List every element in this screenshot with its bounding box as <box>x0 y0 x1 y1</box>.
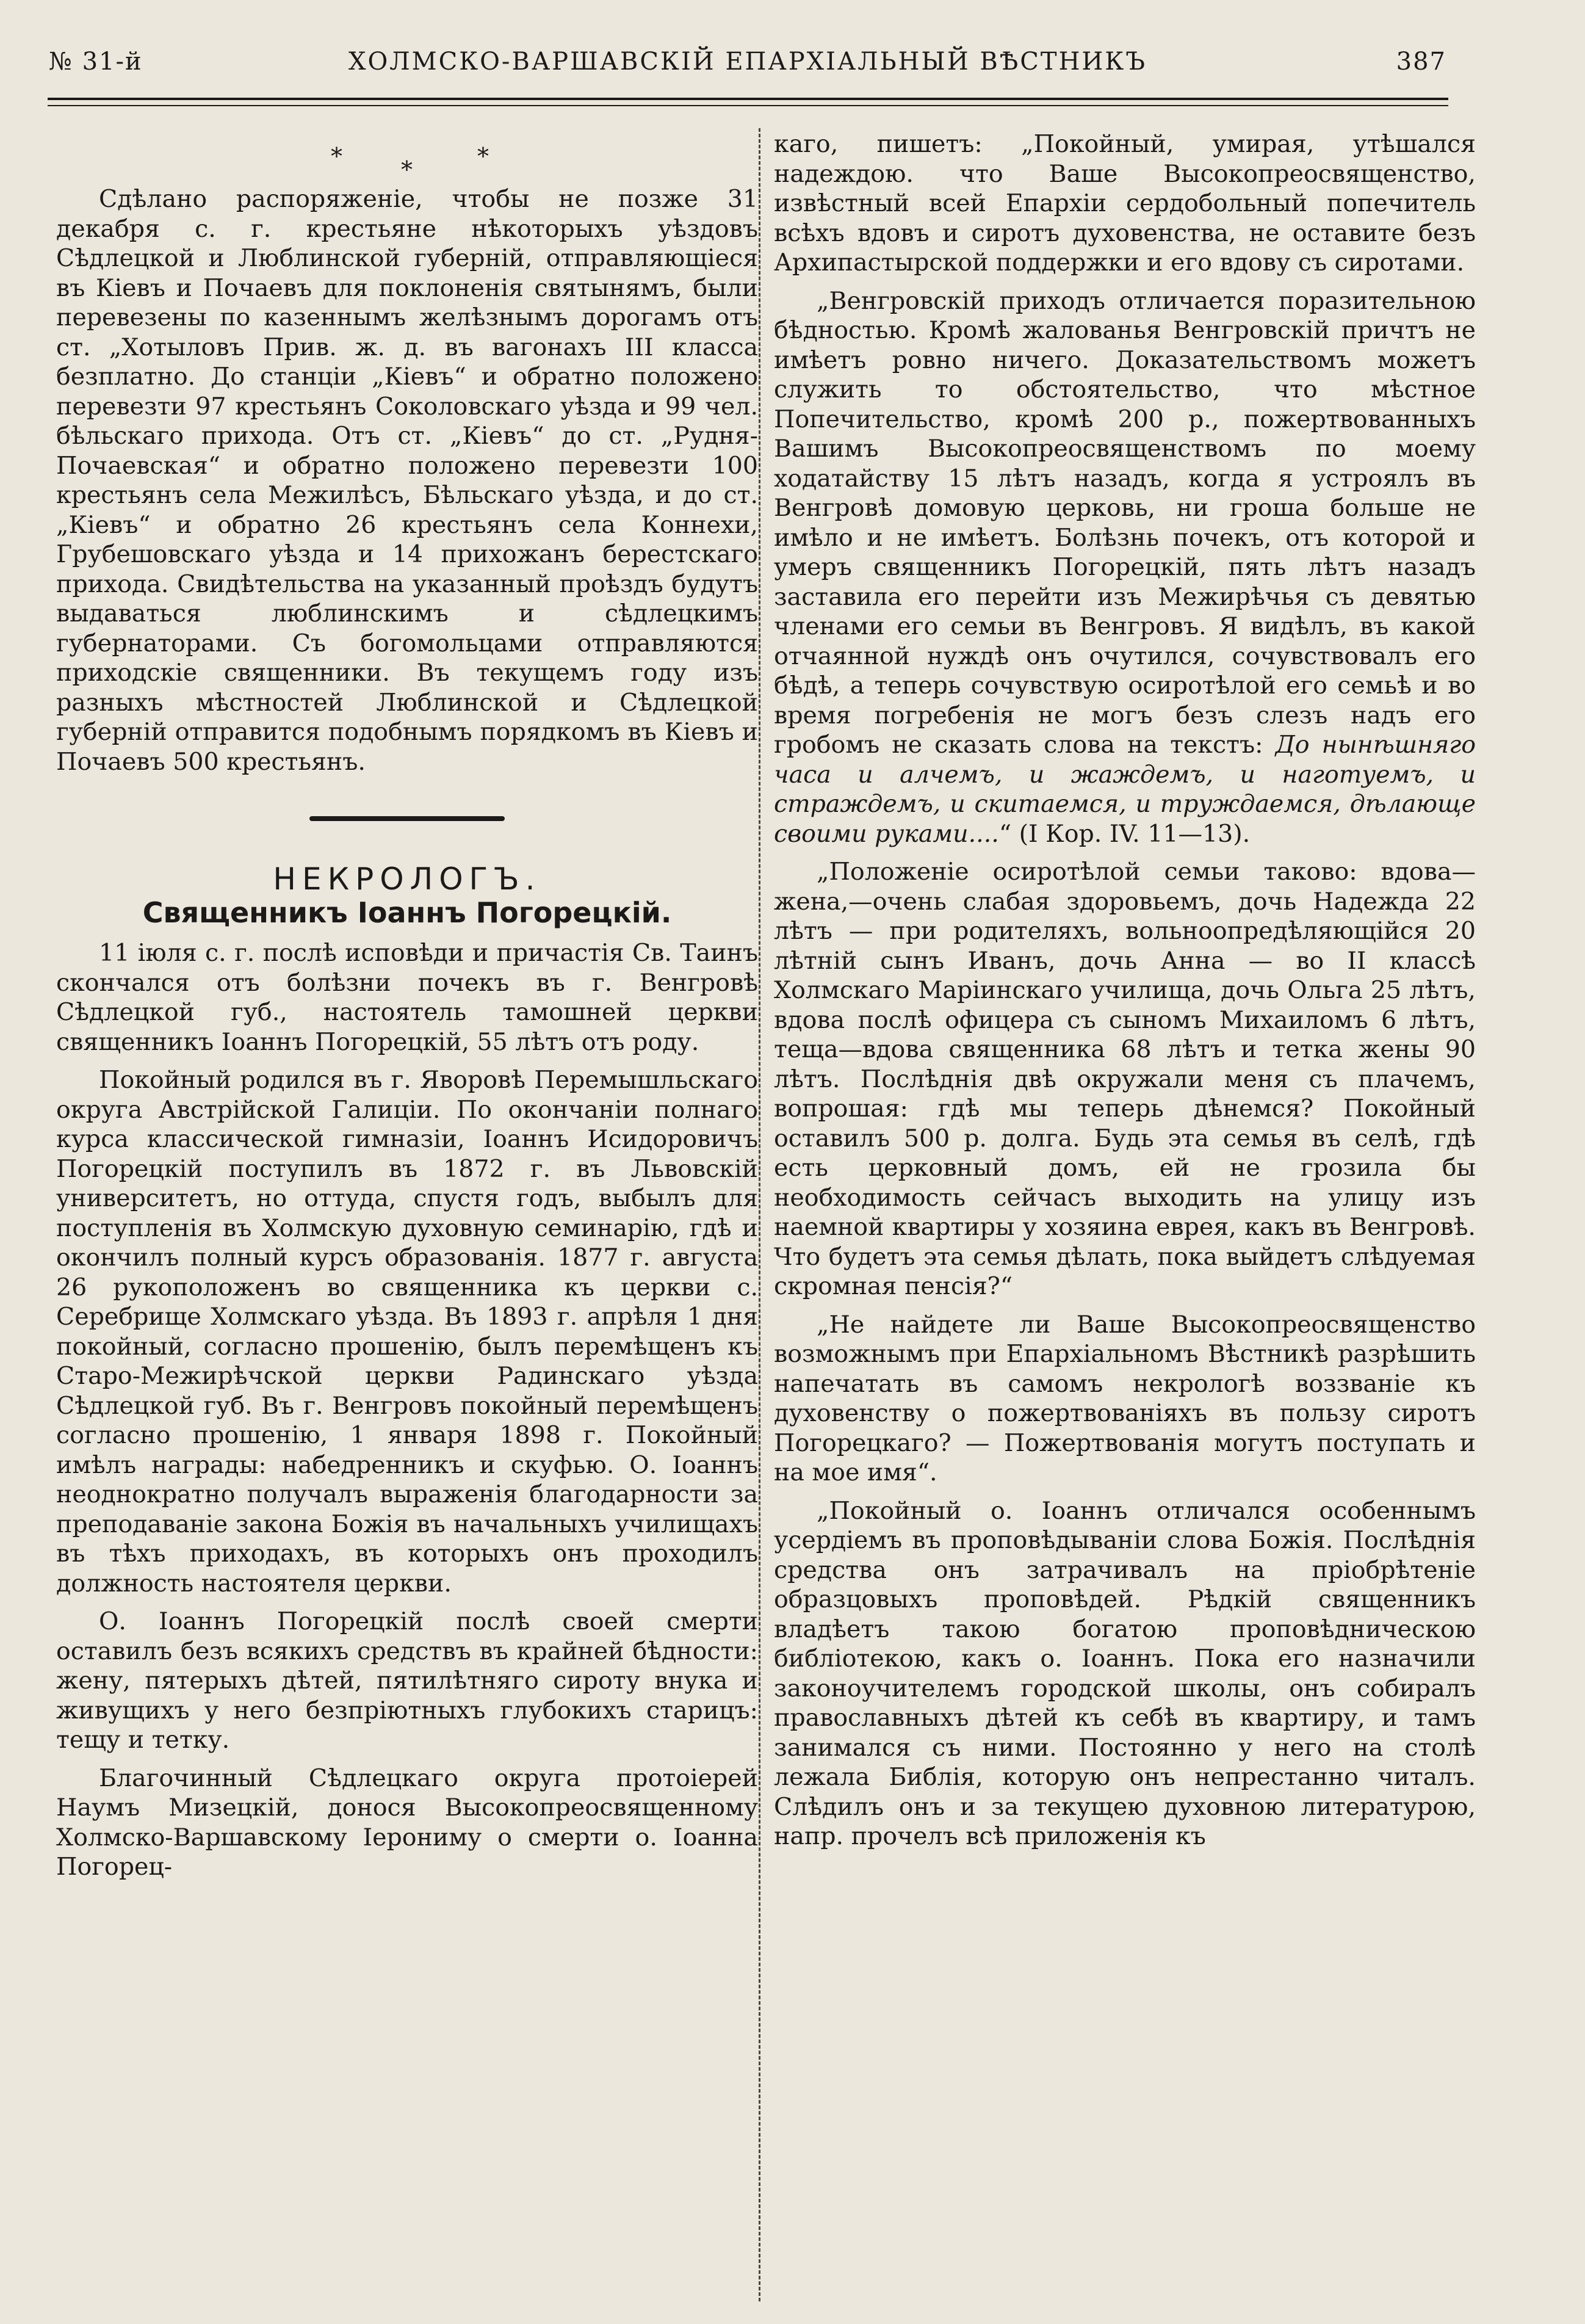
header-rule-thick <box>48 98 1448 100</box>
header-rule-thin <box>48 105 1448 106</box>
letter-paragraph-3: „Положеніе осиротѣлой семьи таково: вдова—жена,—очень слабая здоровьемъ, дочь Надежда 22 лѣтъ — при родителяхъ, вольноопредѣляющійся 20 лѣтній сынъ Иванъ, дочь Анна — во II классѣ Холмскаго Маріинскаго училища, дочь Ольга 25 лѣтъ, вдова послѣ офицера съ сыномъ Михаиломъ 6 лѣтъ, теща—вдова священника 68 лѣтъ и тетка жены 90 лѣтъ. Послѣднія двѣ окружали меня съ плачемъ, вопрошая: гдѣ мы теперь дѣнемся? Покойный оставилъ 500 р. долга. Будь эта семья въ селѣ, гдѣ есть церковный домъ, ей не грозила бы необходимость сейчасъ выходить на улицу изъ наемной квартиры у хозяина еврея, какъ въ Венгровѣ. Что будетъ эта семья дѣлать, пока выйдетъ слѣдуемая скромная пенсія?“ <box>774 858 1476 1300</box>
letter-paragraph-2-text: „Венгровскій приходъ отличается поразительною бѣдностью. Кромѣ жалованья Венгровскій причтъ не имѣетъ ровно ничего. Доказательствомъ можетъ служить то обстоятельство, что мѣстное Попечительство, кромѣ 200 р., пожертвованныхъ Вашимъ Высокопреосвященствомъ по моему ходатайству 15 лѣтъ назадъ, когда я устроялъ въ Венгровѣ домовую церковь, ни гроша больше не имѣло и не имѣетъ. Болѣзнь почекъ, отъ которой и умеръ священникъ Погорецкій, пять лѣтъ назадъ заставила его перейти изъ Межирѣчья съ девятью членами его семьи въ Венгровъ. Я видѣлъ, въ какой отчаянной нуждѣ онъ очутился, сочувствовалъ его бѣдѣ, а теперь сочувствую осиротѣлой его семьѣ и во время погребенія не могъ безъ слезъ надъ его гробомъ не сказать слова на текстъ: <box>774 286 1476 759</box>
separator-line <box>309 816 505 821</box>
left-column <box>56 142 758 1891</box>
right-column <box>774 129 1476 1860</box>
section-separator <box>56 785 758 852</box>
letter-paragraph-5: „Покойный о. Іоаннъ отличался особеннымъ усердіемъ въ проповѣдываніи слова Божія. Послѣднія средства онъ затрачивалъ на пріобрѣтеніе образцовыхъ проповѣдей. Рѣдкій священникъ владѣетъ такою богатою проповѣдническою библіотекою, какъ о. Іоаннъ. Пока его назначили законоучителемъ городской школы, онъ собиралъ православныхъ дѣтей къ себѣ въ квартиру, и тамъ занимался съ ними. Постоянно у него на столѣ лежала Библія, которую онъ непрестанно читалъ. Слѣдилъ онъ и за текущею духовною литературою, напр. прочелъ всѣ приложенія къ <box>774 1496 1476 1850</box>
obituary-title: Священникъ Іоаннъ Погорецкій. <box>142 896 672 929</box>
obituary-paragraph-1: 11 іюля с. г. послѣ исповѣди и причастія Св. Таинъ скончался отъ болѣзни почекъ въ г. Венгровѣ Сѣдлецкой губ., настоятель тамошней церкви священникъ Іоаннъ Погорецкій, 55 лѣтъ отъ роду. <box>56 939 758 1056</box>
column-divider <box>759 128 760 2301</box>
page-number: 387 <box>1396 48 1446 76</box>
running-header <box>49 48 1446 84</box>
asterisk-1: * <box>331 143 342 170</box>
letter-paragraph-1: каго, пишетъ: „Покойный, умирая, утѣшался надеждою. что Ваше Высокопреосвященство, извѣстный всей Епархіи сердобольный попечитель всѣхъ вдовъ и сиротъ духовенства, не оставите безъ Архипастырской поддержки и его вдову съ сиротами. <box>774 130 1476 277</box>
issue-number: № 31-й <box>49 48 143 76</box>
obituary-paragraph-4: Благочинный Сѣдлецкаго округа протоіерей Наумъ Мизецкій, донося Высокопреосвященному Холмско-Варшавскому Іерониму о смерти о. Іоанна Погорец- <box>56 1764 758 1881</box>
section-heading: НЕКРОЛОГЪ. <box>273 861 541 897</box>
scripture-quote: До нынѣшняго часа и алчемъ, и жаждемъ, и наготуемъ, и страждемъ, и скитаемся, и труждаемся, дѣлающе своими руками.... <box>774 731 1476 848</box>
asterisk-2: * <box>401 156 413 183</box>
asterism <box>56 142 758 184</box>
paragraph-pilgrims: Сдѣлано распоряженіе, чтобы не позже 31 декабря с. г. крестьяне нѣкоторыхъ уѣздовъ Сѣдлецкой и Люблинской губерній, отправляющіеся въ Кіевъ и Почаевъ для поклоненія святынямъ, были перевезены по казеннымъ желѣзнымъ дорогамъ отъ ст. „Хотыловъ Прив. ж. д. въ вагонахъ III класса безплатно. До станціи „Кіевъ“ и обратно положено перевезти 97 крестьянъ Соколовскаго уѣзда и 99 чел. бѣльскаго прихода. Отъ ст. „Кіевъ“ до ст. „Рудня-Почаевская“ и обратно положено перевезти 100 крестьянъ села Межилѣсъ, Бѣльскаго уѣзда, и до ст. „Кіевъ“ и обратно 26 крестьянъ села Коннехи, Грубешовскаго уѣзда и 14 прихожанъ берестскаго прихода. Свидѣтельства на указанный проѣздъ будутъ выдаваться люблинскимъ и сѣдлецкимъ губернаторами. Съ богомольцами отправляются приходскіе священники. Въ текущемъ году изъ разныхъ мѣстностей Люблинской и Сѣдлецкой губерній отправится подобнымъ порядкомъ въ Кіевъ и Почаевъ 500 крестьянъ. <box>56 185 758 776</box>
asterisk-3: * <box>477 143 489 170</box>
obituary-paragraph-3: О. Іоаннъ Погорецкій послѣ своей смерти оставилъ безъ всякихъ средствъ въ крайней бѣдности: жену, пятерыхъ дѣтей, пятилѣтняго сироту внука и живущихъ у него безпріютныхъ глубокихъ старицъ: тещу и тетку. <box>56 1607 758 1754</box>
obituary-paragraph-2: Покойный родился въ г. Яворовѣ Перемышльскаго округа Австрійской Галиціи. По окончаніи полнаго курса классической гимназіи, Іоаннъ Исидоровичъ Погорецкій поступилъ въ 1872 г. въ Львовскій университетъ, но оттуда, спустя годъ, выбылъ для поступленія въ Холмскую духовную семинарію, гдѣ и окончилъ полный курсъ образованія. 1877 г. августа 26 рукоположенъ во священника къ церкви с. Серебрище Холмскаго уѣзда. Въ 1893 г. апрѣля 1 дня покойный, согласно прошенію, былъ перемѣщенъ къ Старо-Межирѣчской церкви Радинскаго уѣзда Сѣдлецкой губ. Въ г. Венгровъ покойный перемѣщенъ согласно прошенію, 1 января 1898 г. Покойный имѣлъ награды: набедренникъ и скуфью. О. Іоаннъ неоднократно получалъ выраженія благодарности за преподаваніе закона Божія въ начальныхъ училищахъ въ тѣхъ приходахъ, въ которыхъ онъ проходилъ должность настоятеля церкви. <box>56 1066 758 1598</box>
scripture-reference: “ (I Кор. IV. 11—13). <box>998 819 1251 848</box>
journal-title: ХОЛМСКО-ВАРШАВСКІЙ ЕПАРХІАЛЬНЫЙ ВѢСТНИКЪ <box>348 48 1147 76</box>
letter-paragraph-2 <box>774 286 1476 849</box>
letter-paragraph-4: „Не найдете ли Ваше Высокопреосвященство возможнымъ при Епархіальномъ Вѣстникѣ разрѣшить напечатать въ самомъ некрологѣ воззваніе къ духовенству о пожертвованіяхъ въ пользу сиротъ Погорецкаго? — Пожертвованія могутъ поступать и на мое имя“. <box>774 1310 1476 1486</box>
